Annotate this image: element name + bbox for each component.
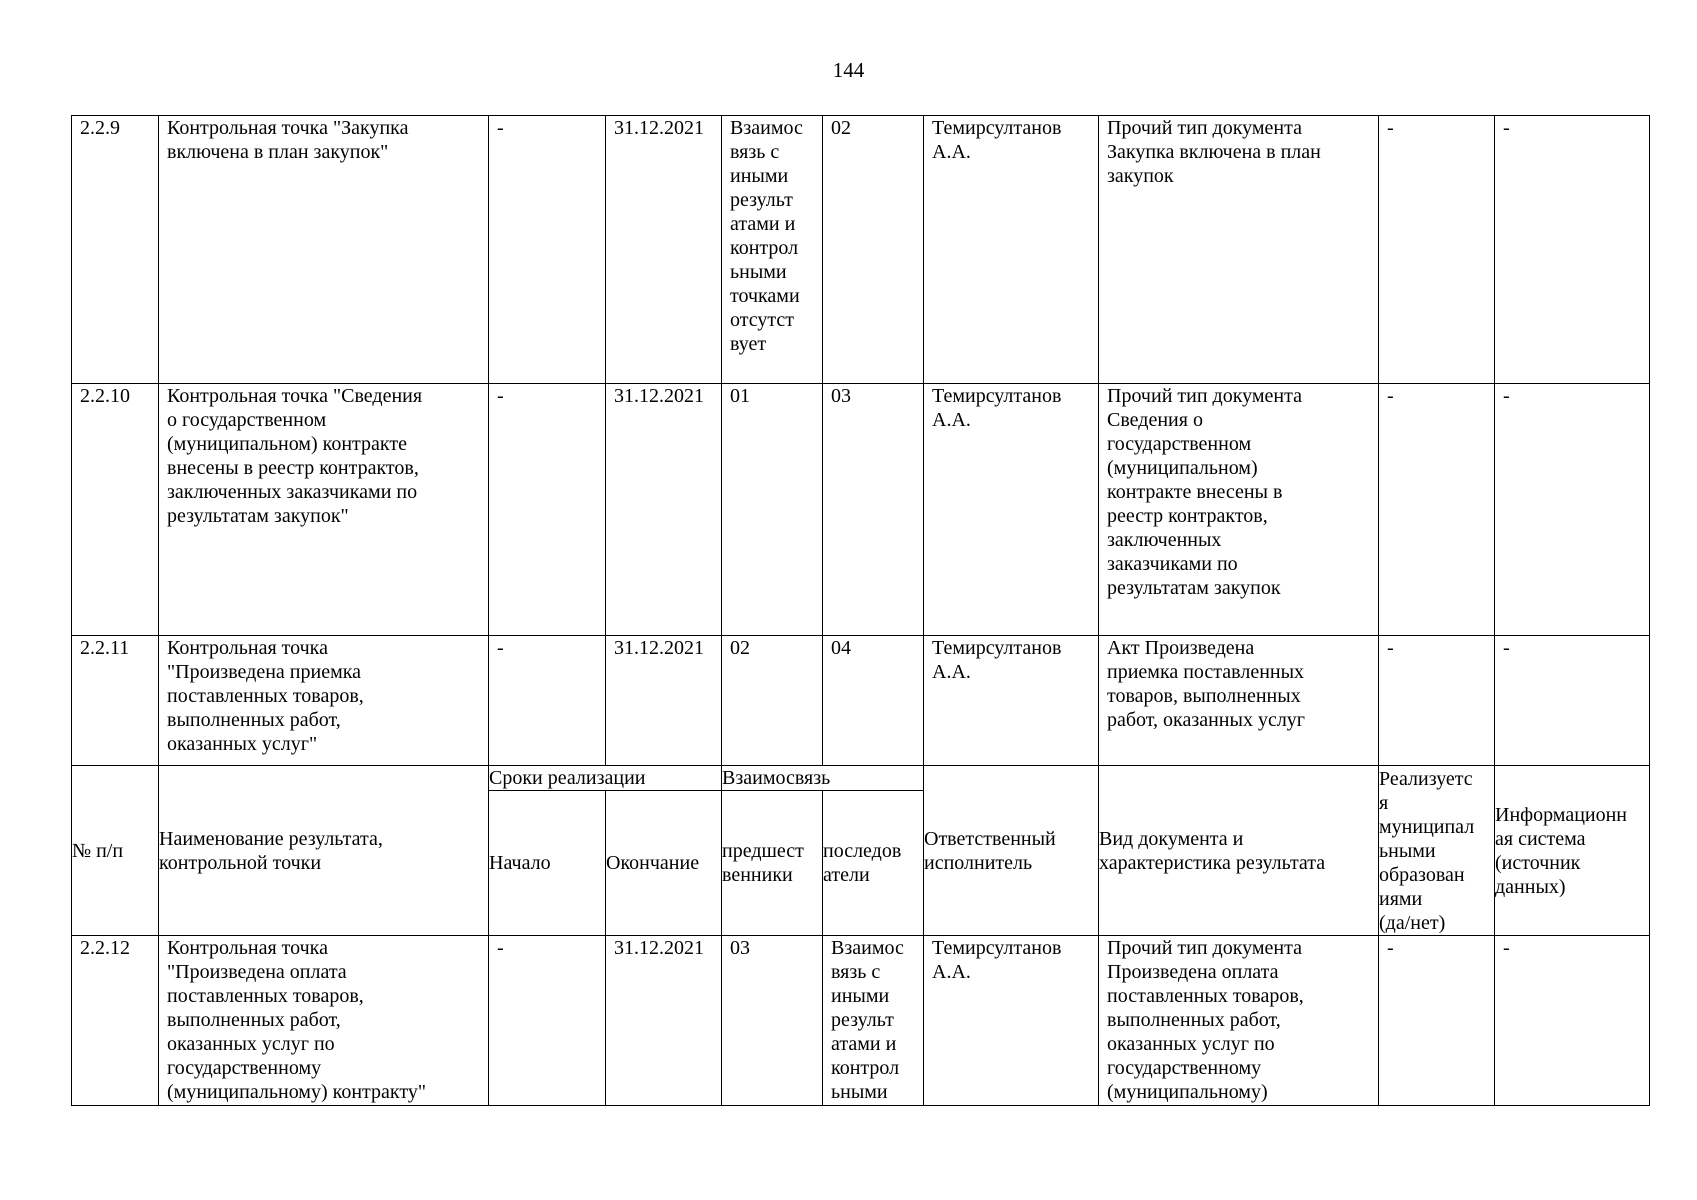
document-type: Прочий тип документа Закупка включена в план закупок — [1099, 116, 1379, 384]
end-date: 31.12.2021 — [606, 936, 722, 1106]
successors: 03 — [823, 384, 924, 636]
header-start: Начало — [489, 791, 606, 936]
table-header-row — [72, 766, 1650, 791]
table-row — [72, 636, 1650, 766]
header-relation: Взаимосвязь — [722, 766, 924, 791]
header-number: № п/п — [72, 766, 159, 936]
end-date: 31.12.2021 — [606, 384, 722, 636]
header-successors: последов атели — [823, 791, 924, 936]
header-infosys: Информационн ая система (источник данных) — [1495, 766, 1650, 936]
responsible-person: Темирсултанов А.А. — [924, 636, 1099, 766]
end-date: 31.12.2021 — [606, 636, 722, 766]
result-name: Контрольная точка "Произведена оплата поставленных товаров, выполненных работ, оказанных услуг по государственному (муниципальному) контракту" — [159, 936, 489, 1106]
predecessors: 03 — [722, 936, 823, 1106]
start-date: - — [489, 384, 606, 636]
info-system: - — [1495, 936, 1650, 1106]
info-system: - — [1495, 384, 1650, 636]
row-number: 2.2.11 — [72, 636, 159, 766]
municipal-flag: - — [1379, 116, 1495, 384]
document-type: Прочий тип документа Произведена оплата поставленных товаров, выполненных работ, оказанных услуг по государственному (муниципальному) — [1099, 936, 1379, 1106]
municipal-flag: - — [1379, 384, 1495, 636]
header-terms: Сроки реализации — [489, 766, 722, 791]
start-date: - — [489, 116, 606, 384]
successors: Взаимос вязь с иными результ атами и контрол ьными — [823, 936, 924, 1106]
header-predecessors: предшест венники — [722, 791, 823, 936]
document-type: Акт Произведена приемка поставленных товаров, выполненных работ, оказанных услуг — [1099, 636, 1379, 766]
result-name: Контрольная точка "Сведения о государственном (муниципальном) контракте внесены в реестр контрактов, заключенных заказчиками по результатам закупок" — [159, 384, 489, 636]
info-system: - — [1495, 636, 1650, 766]
header-municipal: Реализуетс я муниципал ьными образован иями (да/нет) — [1379, 766, 1495, 936]
responsible-person: Темирсултанов А.А. — [924, 116, 1099, 384]
result-name: Контрольная точка "Произведена приемка поставленных товаров, выполненных работ, оказанных услуг" — [159, 636, 489, 766]
row-number: 2.2.12 — [72, 936, 159, 1106]
successors: 04 — [823, 636, 924, 766]
header-name: Наименование результата, контрольной точки — [159, 766, 489, 936]
row-number: 2.2.9 — [72, 116, 159, 384]
document-type: Прочий тип документа Сведения о государственном (муниципальном) контракте внесены в реестр контрактов, заключенных заказчиками по результатам закупок — [1099, 384, 1379, 636]
municipal-flag: - — [1379, 636, 1495, 766]
header-end: Окончание — [606, 791, 722, 936]
page-number: 144 — [832, 58, 865, 82]
row-number: 2.2.10 — [72, 384, 159, 636]
responsible-person: Темирсултанов А.А. — [924, 936, 1099, 1106]
result-name: Контрольная точка "Закупка включена в план закупок" — [159, 116, 489, 384]
predecessors: 02 — [722, 636, 823, 766]
results-table — [71, 115, 1650, 1106]
start-date: - — [489, 636, 606, 766]
predecessors: Взаимос вязь с иными результ атами и контрол ьными точками отсутст вует — [722, 116, 823, 384]
predecessors: 01 — [722, 384, 823, 636]
header-responsible: Ответственный исполнитель — [924, 766, 1099, 936]
table-row — [72, 116, 1650, 384]
responsible-person: Темирсултанов А.А. — [924, 384, 1099, 636]
table-row — [72, 936, 1650, 1106]
table-row — [72, 384, 1650, 636]
header-doctype: Вид документа и характеристика результата — [1099, 766, 1379, 936]
start-date: - — [489, 936, 606, 1106]
end-date: 31.12.2021 — [606, 116, 722, 384]
successors: 02 — [823, 116, 924, 384]
info-system: - — [1495, 116, 1650, 384]
municipal-flag: - — [1379, 936, 1495, 1106]
